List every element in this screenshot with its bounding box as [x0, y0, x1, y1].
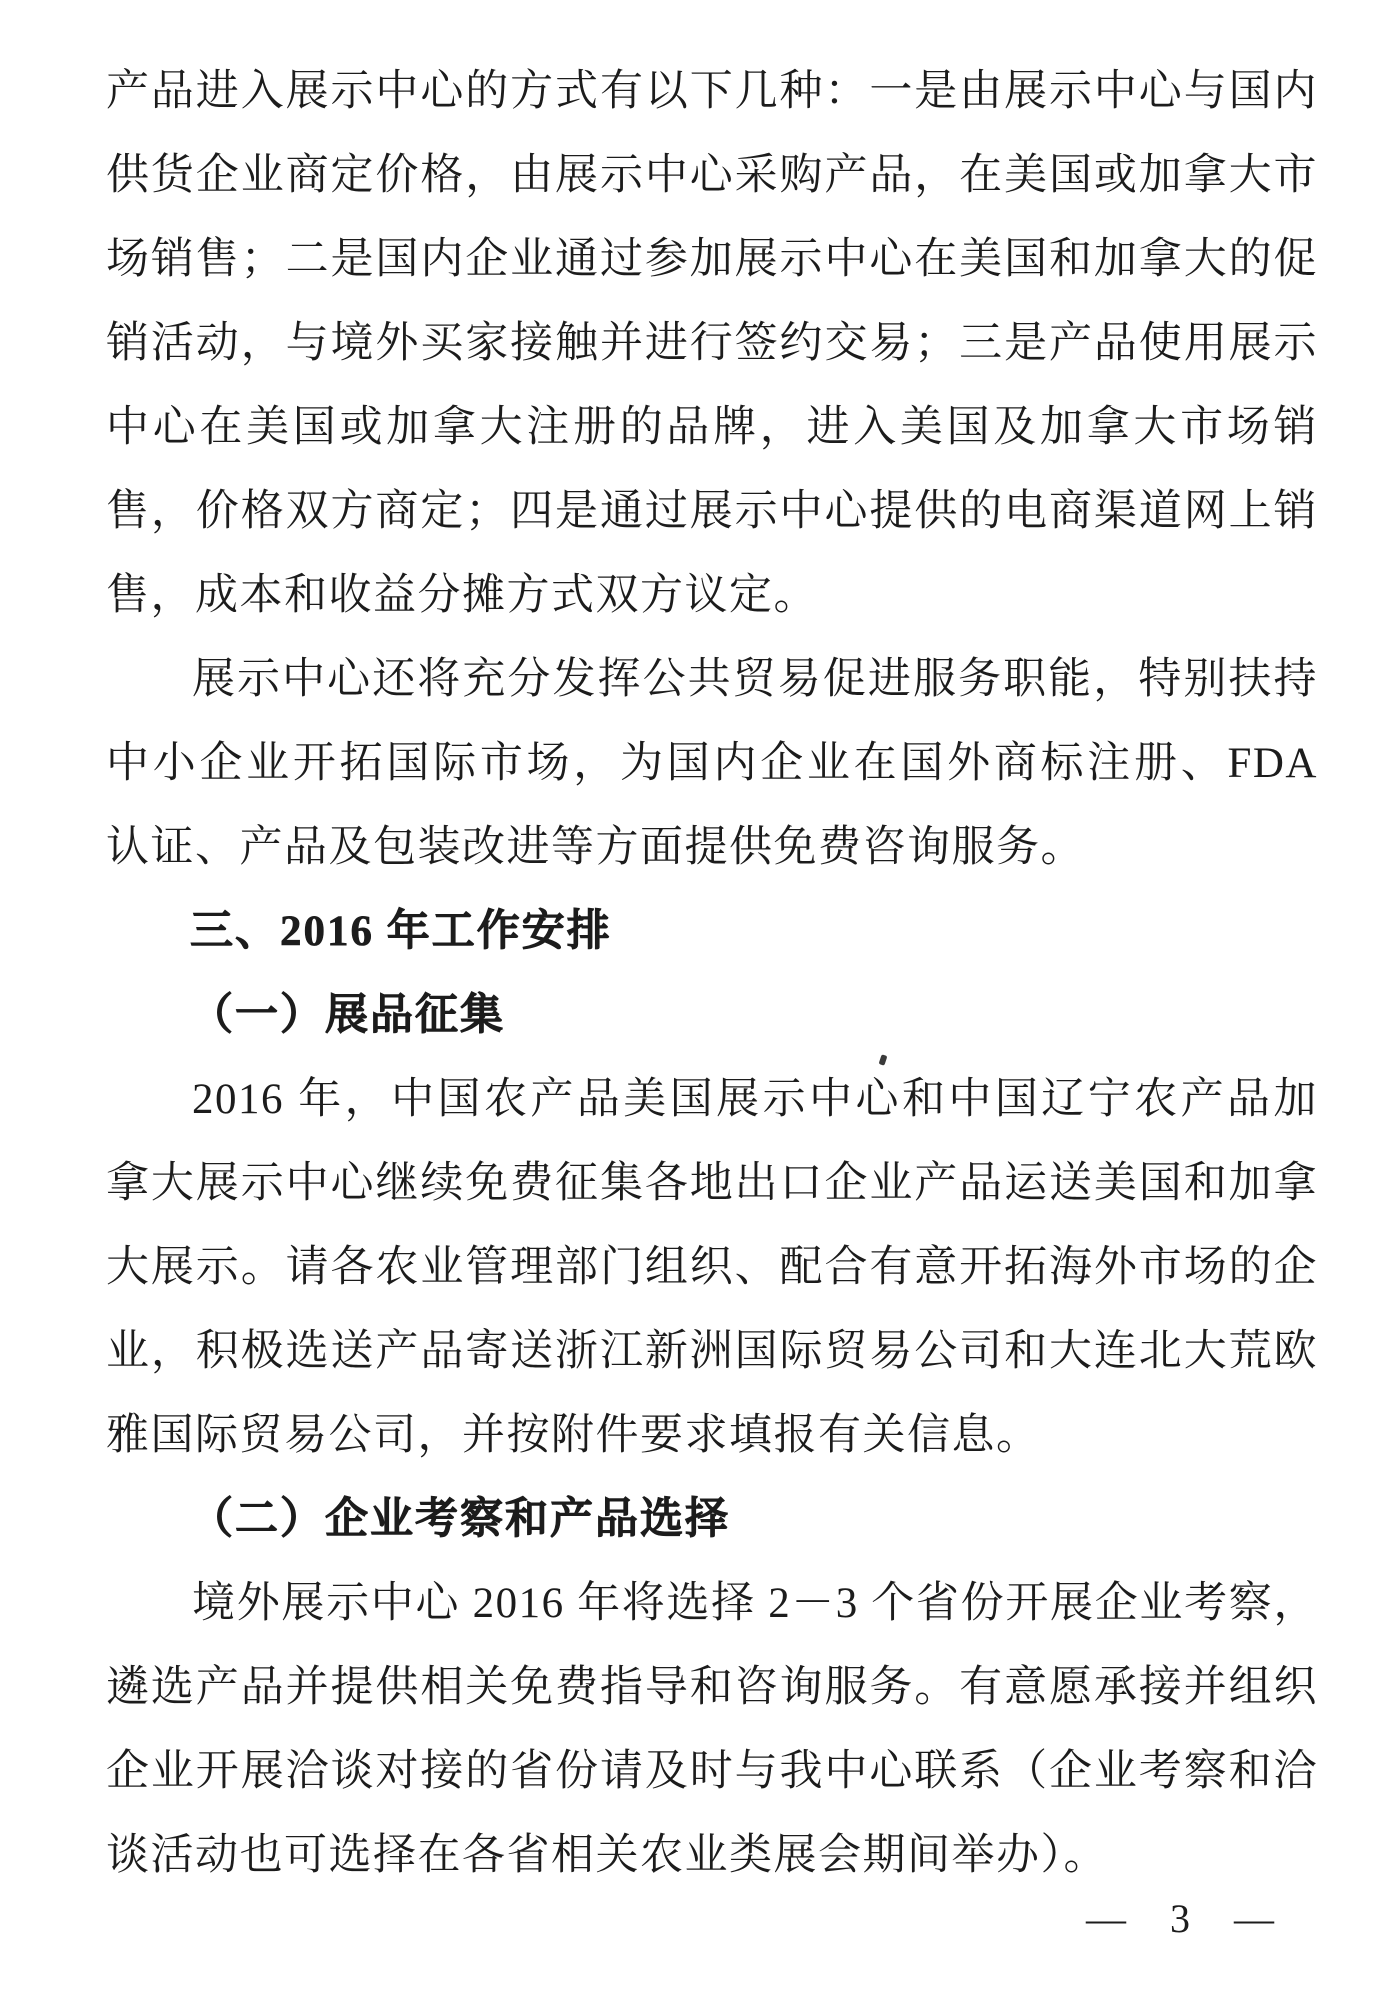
subsection-heading-exhibit-collection: （一）展品征集	[190, 992, 505, 1039]
paragraph-product-entry-methods: 产品进入展示中心的方式有以下几种：一是由展示中心与国内供货企业商定价格，由展示中心采购产品，在美国或加拿大市场销售；二是国内企业通过参加展示中心在美国和加拿大的促销活动，与境外买家接触并进行签约交易；三是产品使用展示中心在美国或加拿大注册的品牌，进入美国及加拿大市场销售，价格双方商定；四是通过展示中心提供的电商渠道网上销售，成本和收益分摊方式双方议定。	[106, 68, 1318, 619]
page-number: — 3 —	[1086, 1896, 1278, 1941]
section-heading-2016-work-plan: 三、2016 年工作安排	[190, 908, 612, 955]
paragraph-trade-promotion-services: 展示中心还将充分发挥公共贸易促进服务职能，特别扶持中小企业开拓国际市场，为国内企业在国外商标注册、FDA 认证、产品及包装改进等方面提供免费咨询服务。	[106, 656, 1318, 871]
subsection-heading-company-inspection-product-selection: （二）企业考察和产品选择	[190, 1496, 730, 1543]
paragraph-company-inspection-details: 境外展示中心 2016 年将选择 2－3 个省份开展企业考察，遴选产品并提供相关免费指导和咨询服务。有意愿承接并组织企业开展洽谈对接的省份请及时与我中心联系（企业考察和洽谈活动也可选择在各省相关农业类展会期间举办）。	[106, 1580, 1318, 1879]
paragraph-exhibit-collection-details: 2016 年，中国农产品美国展示中心和中国辽宁农产品加拿大展示中心继续免费征集各地出口企业产品运送美国和加拿大展示。请各农业管理部门组织、配合有意开拓海外市场的企业，积极选送产品寄送浙江新洲国际贸易公司和大连北大荒欧雅国际贸易公司，并按附件要求填报有关信息。	[106, 1076, 1318, 1459]
page-body-text	[106, 50, 1318, 1898]
